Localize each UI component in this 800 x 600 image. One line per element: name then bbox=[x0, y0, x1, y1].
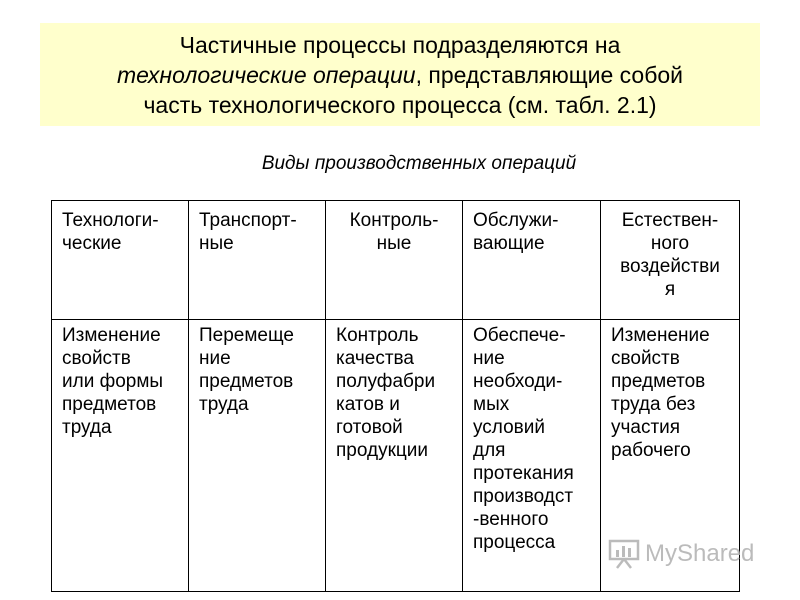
cell-line: полуфабри bbox=[336, 371, 436, 392]
table-caption: Виды производственных операций bbox=[261, 153, 577, 174]
banner-line-1: Частичные процессы подразделяются на bbox=[179, 31, 621, 58]
header-cell-service bbox=[463, 201, 601, 320]
header-cell-technological bbox=[52, 201, 189, 320]
cell-line: Транспорт- bbox=[199, 210, 297, 231]
cell-line: -венного bbox=[473, 509, 549, 530]
watermark bbox=[607, 538, 754, 570]
cell-line: свойств bbox=[611, 348, 680, 369]
cell-line: Контроль- bbox=[349, 210, 439, 231]
cell-line: готовой bbox=[336, 417, 403, 438]
cell-transport bbox=[189, 320, 326, 592]
cell-line: катов и bbox=[336, 394, 400, 415]
cell-line: ные bbox=[376, 233, 412, 254]
cell-line: производст bbox=[473, 486, 574, 507]
cell-line: условий bbox=[473, 417, 545, 438]
cell-line: воздействи bbox=[620, 256, 720, 277]
cell-line: предметов bbox=[62, 394, 157, 415]
operations-table bbox=[51, 200, 740, 592]
cell-line: труда без bbox=[611, 394, 696, 415]
cell-line: рабочего bbox=[611, 440, 691, 461]
cell-line: или формы bbox=[62, 371, 164, 392]
cell-line: продукции bbox=[336, 440, 429, 461]
cell-line: ные bbox=[199, 233, 234, 254]
cell-line: необходи- bbox=[473, 371, 563, 392]
cell-line: Обеспече- bbox=[473, 325, 566, 346]
cell-line: предметов bbox=[199, 371, 294, 392]
cell-line: ного bbox=[650, 233, 690, 254]
cell-line: Естествен- bbox=[621, 210, 719, 231]
cell-line: процесса bbox=[473, 532, 556, 553]
banner-term: технологические операции bbox=[116, 61, 416, 88]
cell-line: труда bbox=[62, 417, 112, 438]
cell-line: ние bbox=[199, 348, 231, 369]
cell-line: протекания bbox=[473, 463, 574, 484]
banner-line-3: часть технологического процесса (см. табл. 2.1) bbox=[143, 91, 657, 118]
cell-line: Технологи- bbox=[62, 210, 159, 231]
cell-line: ческие bbox=[62, 233, 122, 254]
banner-line-2-rest: , представляющие собой bbox=[415, 61, 684, 88]
cell-line: свойств bbox=[62, 348, 131, 369]
header-cell-control bbox=[326, 201, 463, 320]
cell-line: труда bbox=[199, 394, 249, 415]
cell-line: Обслужи- bbox=[473, 210, 559, 231]
cell-technological bbox=[52, 320, 189, 592]
cell-line: вающие bbox=[473, 233, 545, 254]
cell-line: Перемеще bbox=[199, 325, 294, 346]
cell-line: Контроль bbox=[336, 325, 419, 346]
header-cell-transport bbox=[189, 201, 326, 320]
cell-line: участия bbox=[611, 417, 681, 438]
cell-control bbox=[326, 320, 463, 592]
watermark-text: MyShared bbox=[645, 540, 755, 567]
cell-line: предметов bbox=[611, 371, 706, 392]
header-cell-natural bbox=[601, 201, 740, 320]
cell-line: Изменение bbox=[611, 325, 710, 346]
table-header-row bbox=[52, 201, 740, 320]
cell-line: для bbox=[473, 440, 506, 461]
cell-line: Изменение bbox=[62, 325, 161, 346]
cell-line: качества bbox=[336, 348, 414, 369]
cell-service bbox=[463, 320, 601, 592]
presentation-chart-icon bbox=[607, 538, 641, 570]
cell-line: мых bbox=[473, 394, 510, 415]
title-banner bbox=[40, 23, 760, 126]
banner-line-2 bbox=[117, 60, 683, 90]
cell-line: я bbox=[664, 279, 676, 300]
cell-line: ние bbox=[473, 348, 505, 369]
